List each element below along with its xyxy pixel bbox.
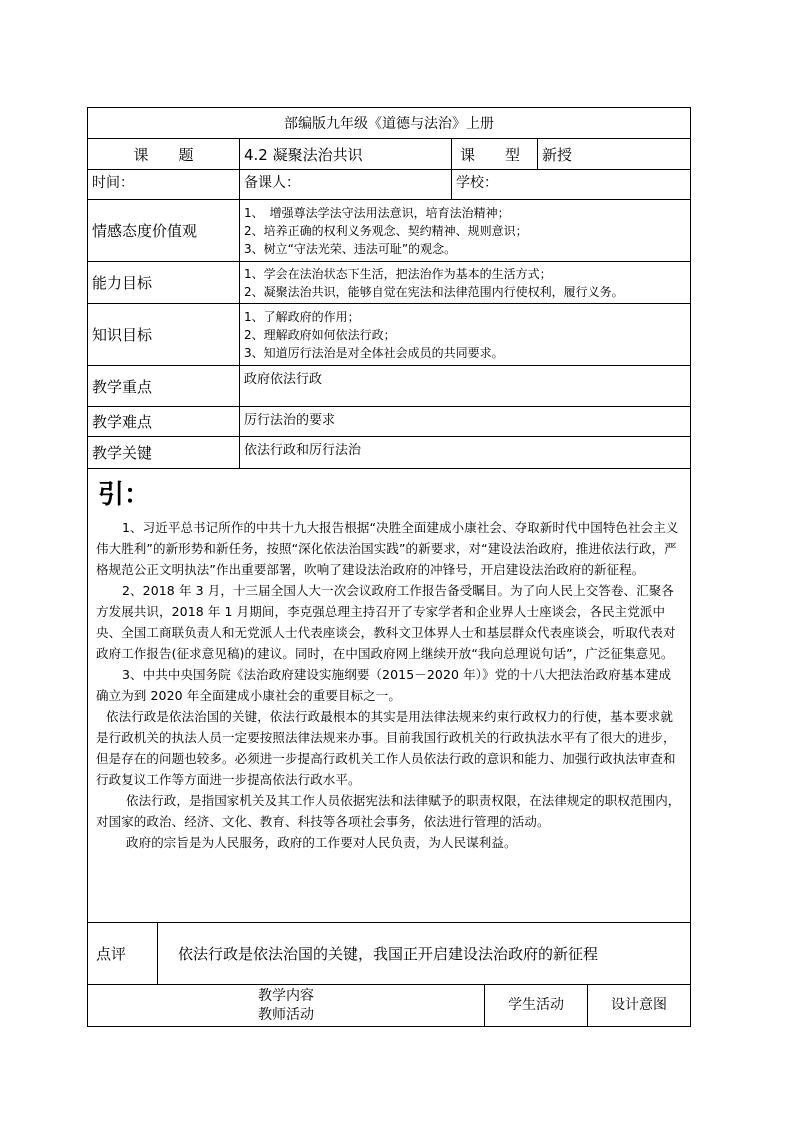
school-label: 学校： [452,170,691,200]
intro-heading: 引： [98,480,151,510]
knowledge-goal-list [240,304,691,366]
teaching-content-label: 教学内容 [258,987,314,1004]
lesson-value: 4.2 凝聚法治共识 [240,139,452,170]
preparer-label: 备课人： [240,170,452,200]
teaching-key-value: 政府依法行政 [240,366,691,407]
intro-paragraph: 3、中共中央国务院《法治政府建设实施纲要（2015－2020 年）》党的十八大把法治政府基本建成确立为到 2020 年全面建成小康社会的重要目标之一。 [96,667,672,703]
teaching-difficulty-label: 教学难点 [88,407,240,437]
emotion-goal-item: 1、 增强尊法学法守法用法意识，培育法治精神； [244,205,510,220]
ability-goal-list [240,262,691,304]
type-value: 新授 [538,139,691,170]
time-label: 时间： [88,170,240,200]
ability-goal-item: 2、凝聚法治共识，能够自觉在宪法和法律范围内行使权利，履行义务。 [244,284,624,299]
emotion-goal-list [240,200,691,262]
ability-goal-label: 能力目标 [88,262,240,304]
knowledge-goal-item: 1、了解政府的作用； [244,309,360,324]
student-activity-label: 学生活动 [485,985,588,1026]
lesson-label: 课 题 [88,139,240,170]
knowledge-goal-label: 知识目标 [88,304,240,366]
intro-paragraph: 1、习近平总书记所作的中共十九大报告根据“决胜全面建成小康社会、夺取新时代中国特色社会主义伟大胜利”的新形势和新任务，按照“深化依法治国实践”的新要求，对“建设法治政府，推进依法行政，严格规范公正文明执法”作出重要部署，吹响了建设法治政府的冲锋号，开启建设法治政府的新征程。 [96,520,679,577]
teaching-key-label: 教学重点 [88,366,240,407]
emotion-goal-item: 2、培养正确的权利义务观念、契约精神、规则意识； [244,223,528,238]
emotion-goal-label: 情感态度价值观 [88,200,240,262]
teacher-activity-label: 教师活动 [258,1006,314,1023]
intro-paragraph: 依法行政是依法治国的关键，依法行政最根本的其实是用法律法规来约束行政权力的行使，基本要求就是行政机关的执法人员一定要按照法律法规来办事。目前我国行政机关的行政执法水平有了很大的进步，但是存在的问题也较多。必须进一步提高行政机关工作人员依法行政的意识和能力、加强行政执法审查和行政复议工作等方面进一步提高依法行政水平。 [96,709,676,787]
knowledge-goal-item: 3、知道厉行法治是对全体社会成员的共同要求。 [244,345,504,360]
intro-paragraph: 2、2018 年 3 月，十三届全国人大一次会议政府工作报告备受瞩目。为了向人民上交答卷、汇聚各方发展共识，2018 年 1 月期间，李克强总理主持召开了专家学者和企业界人士座谈会，各民主党派中央、全国工商联负责人和无党派人士代表座谈会，教科文卫体界人士和基层群众代表座谈会，听取代表对政府工作报告(征求意见稿)的建议。同时，在中国政府网上继续开放“我向总理说句话”，广泛征集意见。 [96,583,676,661]
teaching-crux-value: 依法行政和厉行法治 [240,437,691,469]
review-label: 点评 [88,923,158,985]
type-label: 课 型 [460,145,521,164]
intro-section [88,469,691,923]
review-text: 依法行政是依法治国的关键，我国正开启建设法治政府的新征程 [158,923,691,985]
document-title: 部编版九年级《道德与法治》上册 [88,108,691,139]
teaching-crux-label: 教学关键 [88,437,240,469]
emotion-goal-item: 3、树立“守法光荣、违法可耻”的观念。 [244,241,457,256]
design-intent-label: 设计意图 [611,997,668,1013]
knowledge-goal-item: 2、理解政府如何依法行政； [244,327,396,342]
intro-paragraph: 依法行政，是指国家机关及其工作人员依据宪法和法律赋予的职责权限，在法律规定的职权范围内，对国家的政治、经济、文化、教育、科技等各项社会事务，依法进行管理的活动。 [96,793,681,829]
lesson-plan-table [87,107,691,1027]
teaching-difficulty-value: 厉行法治的要求 [240,407,691,437]
content-header [88,985,485,1026]
ability-goal-item: 1、学会在法治状态下生活，把法治作为基本的生活方式； [244,266,552,281]
intro-paragraph: 政府的宗旨是为人民服务，政府的工作要对人民负责，为人民谋利益。 [126,835,517,850]
